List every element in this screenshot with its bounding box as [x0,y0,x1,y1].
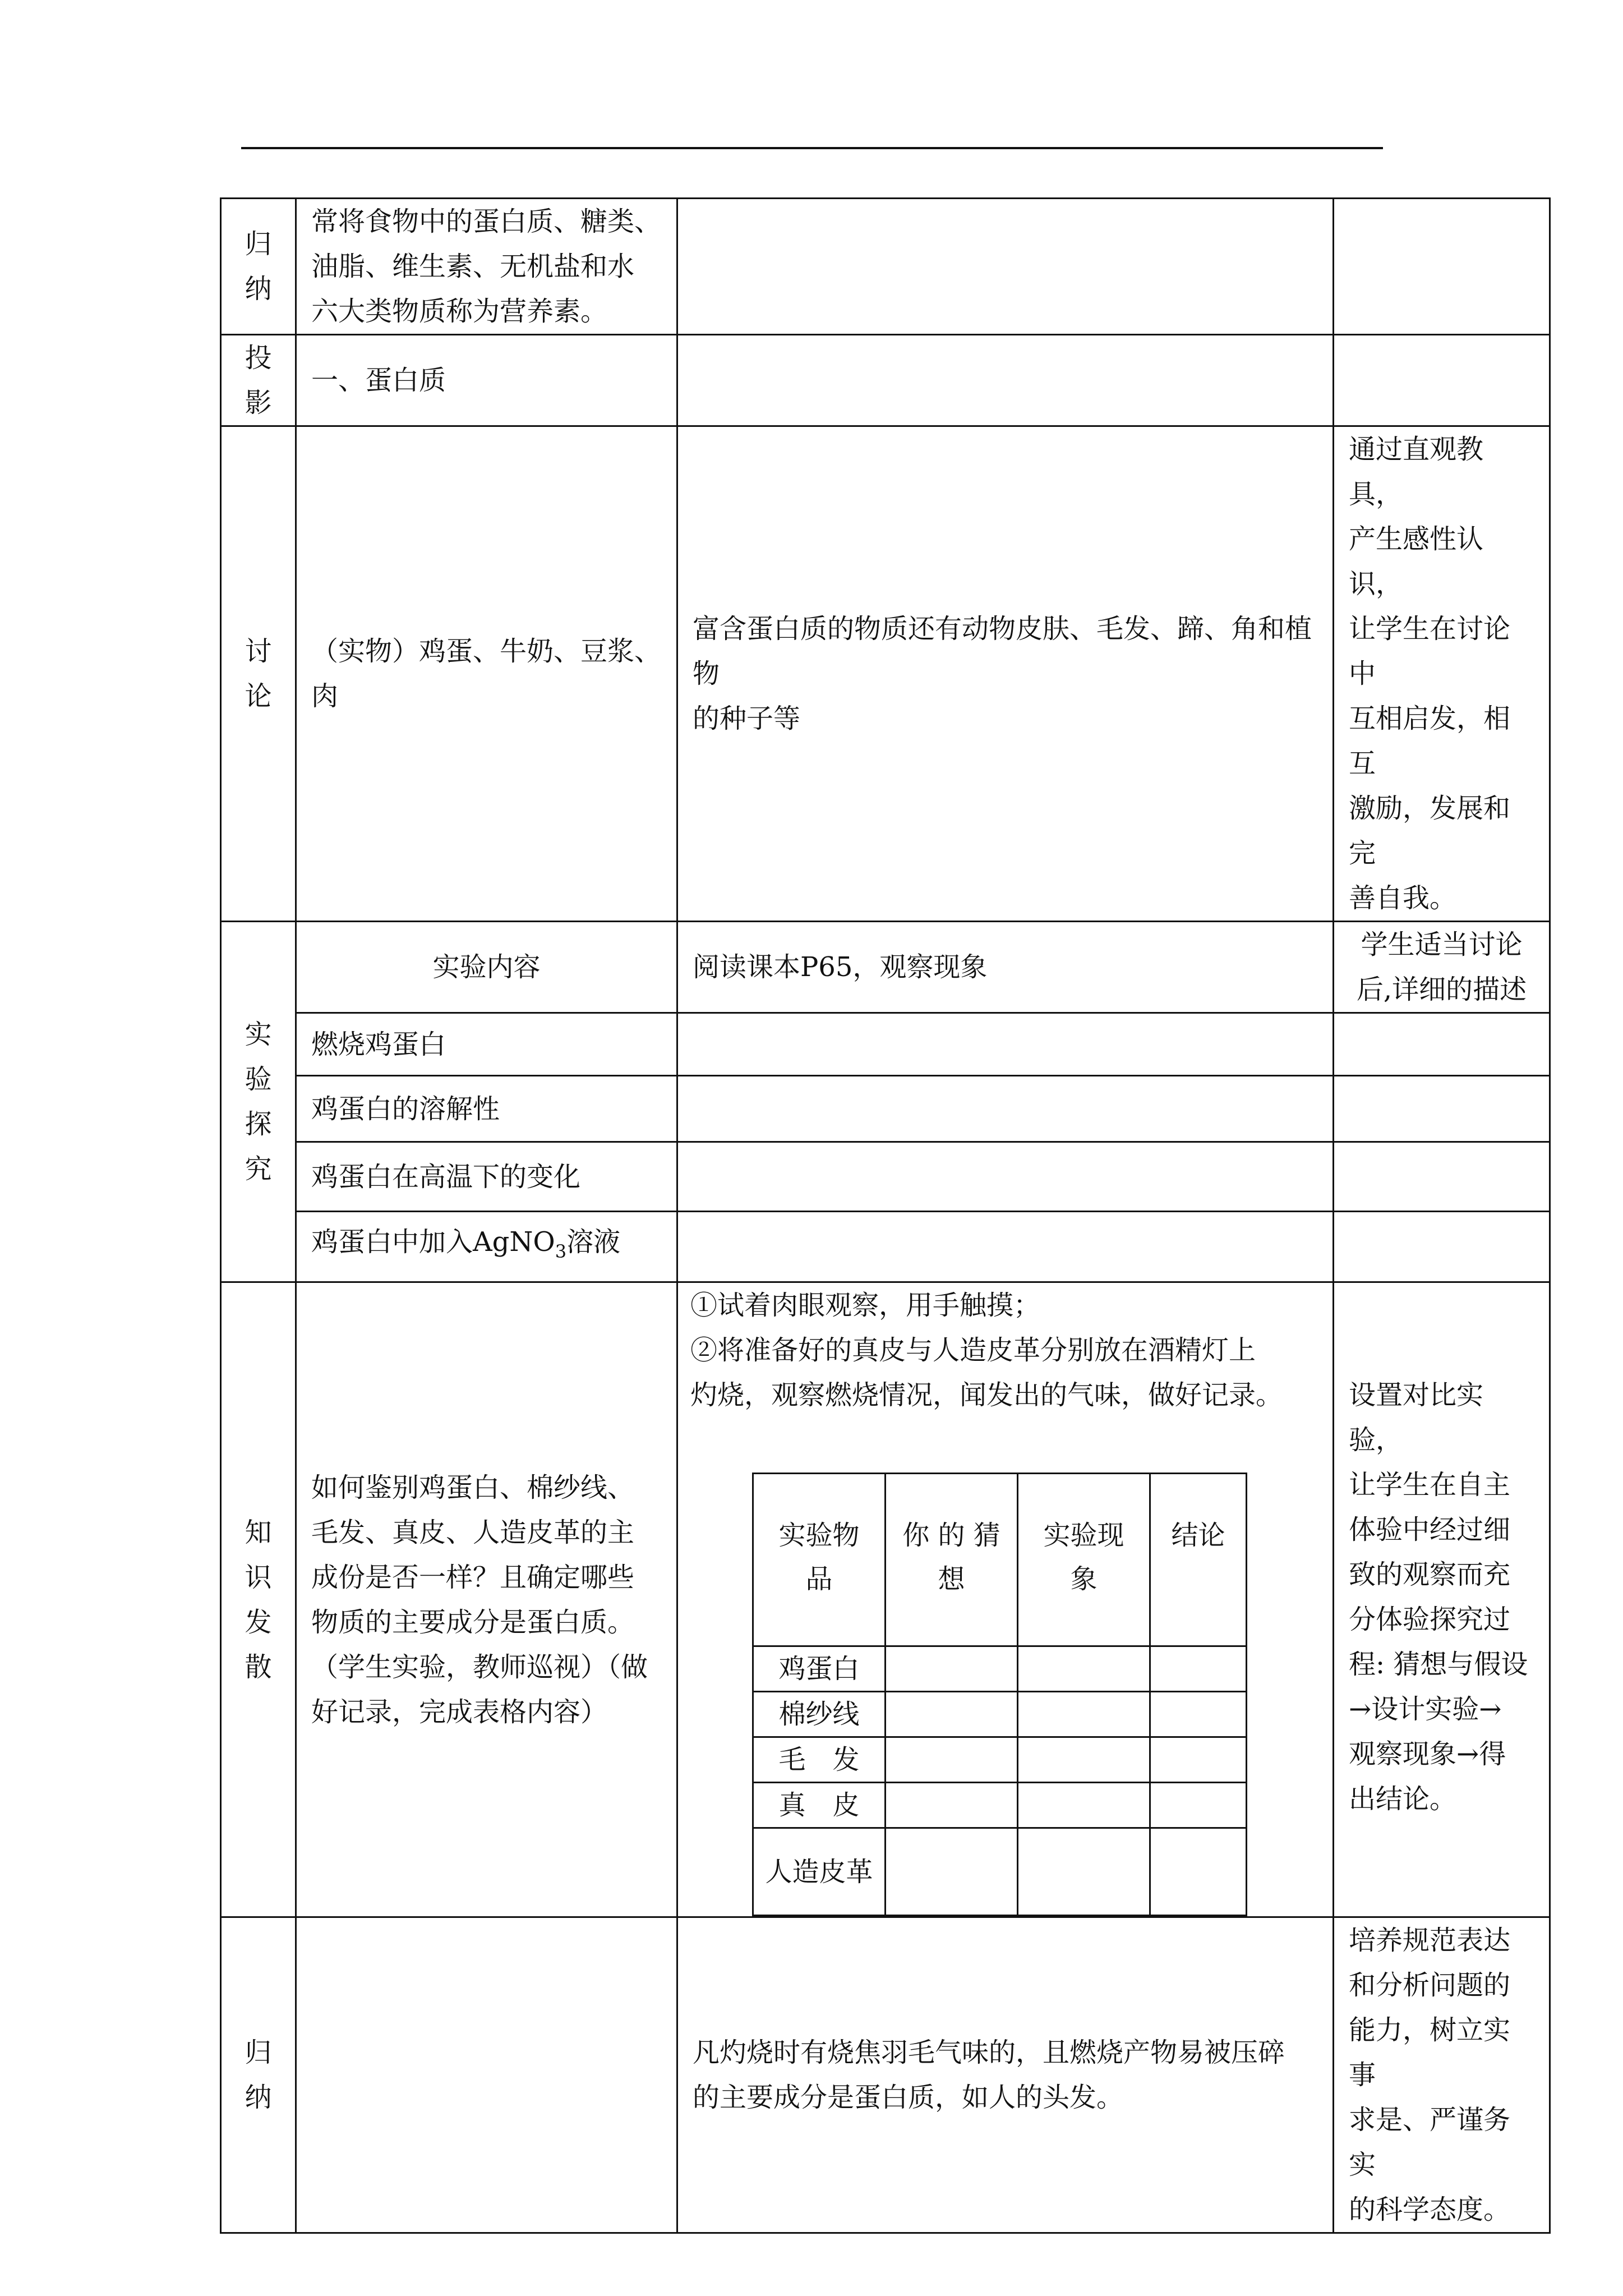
observation-row [753,1737,1247,1783]
text-line: 出结论。 [1349,1783,1457,1815]
guess-cell [886,1783,1018,1828]
category-char: 识 [245,1561,272,1593]
content-cell [296,1282,677,1917]
experiment-observation [677,1142,1334,1212]
intent-cell [1334,335,1550,426]
text-line: 成份是否一样？且确定哪些 [311,1561,635,1593]
category-char: 讨 [245,636,272,667]
category-char: 纳 [245,273,272,305]
experiment-item [296,1212,677,1282]
header-cell [1018,1474,1150,1646]
sample-name: 人造皮革 [753,1828,886,1916]
experiment-item-prefix: 鸡蛋白中加入AgNO [311,1226,555,1258]
experiment-note [1334,1212,1550,1282]
row-discussion [221,426,1550,922]
text-line: 常将食物中的蛋白质、糖类、 [311,206,662,237]
experiment-observation [677,1076,1334,1142]
experiment-row [221,1076,1550,1142]
text-line: ②将准备好的真皮与人造皮革分别放在酒精灯上 [690,1335,1256,1366]
conclusion-cell [1150,1646,1247,1692]
text-line: 物质的主要成分是蛋白质。 [311,1606,635,1638]
text-line: 灼烧，观察燃烧情况，闻发出的气味，做好记录。 [690,1379,1283,1411]
category-label [222,222,295,311]
row-experiment-header [221,922,1550,1013]
experiment-note [1334,1013,1550,1076]
text-line: ①试着肉眼观察，用手触摸； [690,1290,1041,1321]
text-line: 观察现象→得 [1349,1738,1506,1770]
observation-row [753,1692,1247,1737]
sample-name: 真 皮 [753,1783,886,1828]
text-line: 让学生在自主 [1349,1469,1511,1501]
text-line: 善自我。 [1349,882,1457,914]
category-char: 散 [245,1651,272,1683]
text-line: 想 [938,1563,965,1595]
category-char: 实 [245,1019,272,1050]
text-line: 的主要成分是蛋白质，如人的头发。 [693,2082,1124,2113]
phenomenon-cell [1018,1828,1150,1916]
category-char: 探 [245,1108,272,1140]
text-line: 和分析问题的 [1349,1970,1511,2001]
text-line: 能力，树立实事 [1349,2014,1511,2091]
activity-cell [677,335,1334,426]
row-divergence [221,1282,1550,1917]
row-summary-1 [221,199,1550,335]
category-label [222,335,295,425]
text-line: 通过直观教具， [1349,434,1484,510]
text-line: 学生适当讨论 [1361,929,1523,960]
category-label [222,629,295,719]
category-char: 发 [245,1606,272,1638]
experiment-item: 鸡蛋白的溶解性 [296,1076,677,1142]
text-line: 富含蛋白质的物质还有动物皮肤、毛发、蹄、角和植物 [693,613,1312,689]
category-cell [221,199,296,335]
conclusion-cell [1150,1828,1247,1916]
text-line: 让学生在讨论中 [1349,613,1511,689]
text-line: 肉 [311,680,339,712]
content-cell [296,199,677,335]
header-rule [241,147,1383,149]
lesson-plan-table [220,197,1551,2234]
experiment-intent-header [1334,922,1550,1013]
row-summary-2 [221,1917,1550,2233]
content-cell [296,426,677,922]
category-char: 投 [245,342,272,374]
content-cell: 一、蛋白质 [296,335,677,426]
sample-name: 鸡蛋白 [753,1646,886,1692]
category-char: 知 [245,1516,272,1548]
category-label [222,1012,295,1191]
header-cell [886,1474,1018,1646]
text-line: 象 [1070,1563,1098,1595]
category-char: 归 [245,228,272,260]
text-line: 培养规范表达 [1349,1925,1511,1956]
text-line: （实物）鸡蛋、牛奶、豆浆、 [311,636,662,667]
text-line: 你 的 猜 [902,1520,1000,1551]
category-cell [221,426,296,922]
experiment-item: 燃烧鸡蛋白 [296,1013,677,1076]
activity-cell [677,426,1334,922]
text-line: 如何鉴别鸡蛋白、棉纱线、 [311,1471,635,1503]
intent-cell [1334,1917,1550,2233]
text-line: 设置对比实验， [1349,1379,1484,1456]
category-char: 验 [245,1064,272,1095]
guess-cell [886,1737,1018,1783]
category-cell [221,335,296,426]
intent-cell [1334,199,1550,335]
experiment-note [1334,1142,1550,1212]
experiment-activity-header: 阅读课本P65，观察现象 [677,922,1334,1013]
activity-cell [677,1282,1334,1917]
intent-cell [1334,426,1550,922]
phenomenon-cell [1018,1783,1150,1828]
guess-cell [886,1692,1018,1737]
text-line: 凡灼烧时有烧焦羽毛气味的，且燃烧产物易被压碎 [693,2037,1285,2068]
phenomenon-cell [1018,1737,1150,1783]
observation-row [753,1646,1247,1692]
phenomenon-cell [1018,1646,1150,1692]
text-line: 六大类物质称为营养素。 [311,296,608,327]
text-line: 求是、严谨务实 [1349,2104,1511,2180]
activity-cell [677,1917,1334,2233]
text-line: 结论 [1171,1520,1225,1551]
conclusion-cell [1150,1783,1247,1828]
experiment-item-suffix: 溶液 [566,1226,621,1258]
text-line: 产生感性认识， [1349,523,1484,600]
activity-cell [677,199,1334,335]
experiment-observation [677,1013,1334,1076]
text-line: 好记录，完成表格内容） [311,1696,608,1728]
text-line: 体验中经过细 [1349,1514,1511,1545]
text-line: 程: 猜想与假设 [1349,1649,1528,1680]
text-line: 互相启发，相互 [1349,703,1511,779]
category-char: 归 [245,2037,272,2068]
header-cell [1150,1474,1247,1646]
conclusion-cell [1150,1692,1247,1737]
guess-cell [886,1828,1018,1916]
sample-name: 棉纱线 [753,1692,886,1737]
category-cell [221,1917,296,2233]
text-line: 分体验探究过 [1349,1604,1511,1635]
experiment-observation [677,1212,1334,1282]
category-label [222,2030,295,2120]
text-line: →设计实验→ [1349,1694,1502,1725]
text-line: （学生实验，教师巡视）（做 [311,1651,648,1683]
sample-name: 毛 发 [753,1737,886,1783]
category-cell [221,922,296,1282]
experiment-note [1334,1076,1550,1142]
activity-text [690,1283,1327,1418]
category-char: 论 [245,680,272,712]
experiment-row [221,1212,1550,1282]
experiment-item: 鸡蛋白在高温下的变化 [296,1142,677,1212]
text-line: 毛发、真皮、人造皮革的主 [311,1516,635,1548]
experiment-content-header: 实验内容 [296,922,677,1013]
text-line: 后,详细的描述 [1356,974,1527,1005]
text-line: 实验物 [778,1520,860,1551]
experiment-row [221,1142,1550,1212]
phenomenon-cell [1018,1692,1150,1737]
experiment-row [221,1013,1550,1076]
guess-cell [886,1646,1018,1692]
content-cell [296,1917,677,2233]
text-line: 的种子等 [693,703,801,734]
text-line: 实验现 [1043,1520,1124,1551]
subscript: 3 [555,1241,567,1262]
category-label [222,1510,295,1690]
category-cell [221,1282,296,1917]
text-line: 油脂、维生素、无机盐和水 [311,251,635,282]
intent-cell [1334,1282,1550,1917]
text-line: 致的观察而充 [1349,1559,1511,1590]
text-line: 的科学态度。 [1349,2194,1511,2225]
header-cell [753,1474,886,1646]
observation-table-header [753,1474,1247,1646]
text-line: 激励，发展和完 [1349,793,1511,869]
observation-table [752,1473,1247,1916]
text-line: 品 [805,1563,833,1595]
conclusion-cell [1150,1737,1247,1783]
observation-row [753,1828,1247,1916]
category-char: 究 [245,1153,272,1185]
observation-row [753,1783,1247,1828]
category-char: 纳 [245,2082,272,2113]
category-char: 影 [245,387,272,418]
row-projection [221,335,1550,426]
